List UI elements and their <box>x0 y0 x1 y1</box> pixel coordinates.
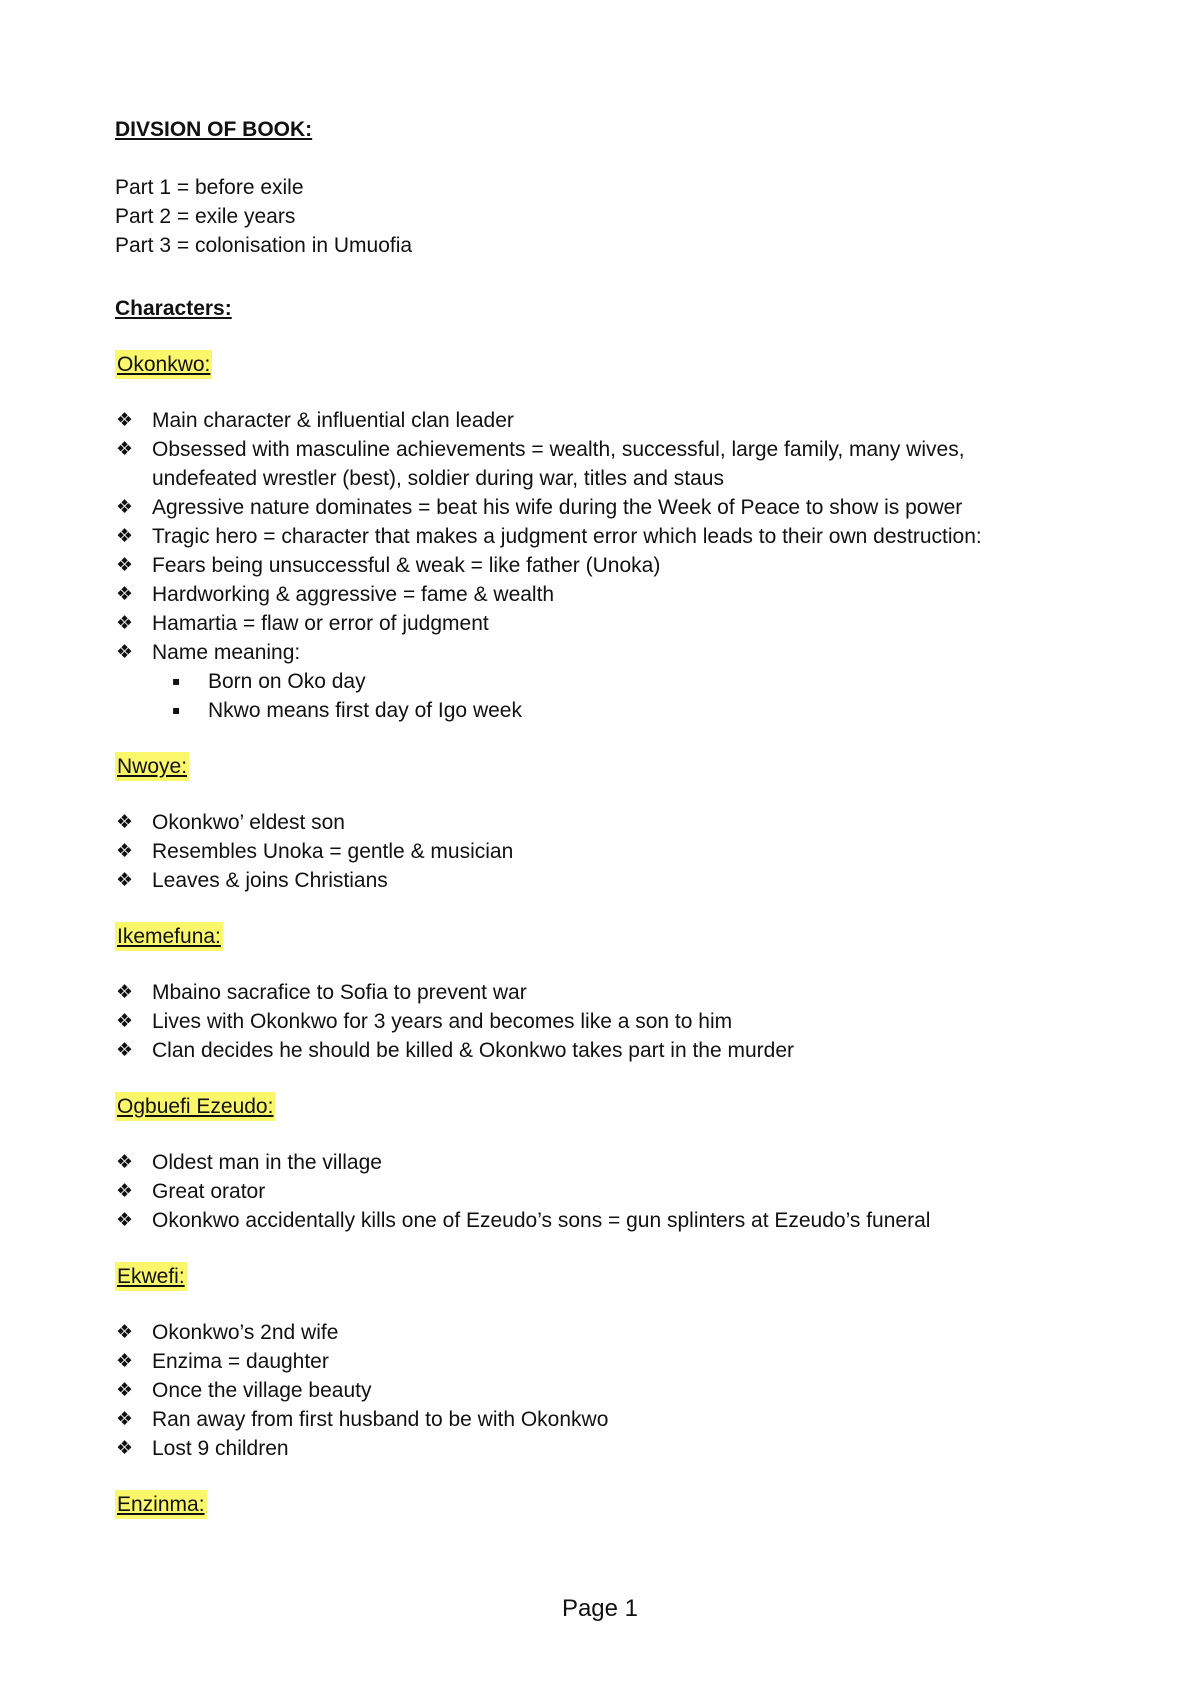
bullet-diamond-icon: ❖ <box>116 583 134 605</box>
character-title-okonkwo: Okonkwo: <box>115 350 212 379</box>
bullet-text: Enzima = daughter <box>152 1350 329 1373</box>
list-item <box>115 493 1075 522</box>
list-item <box>115 1318 1075 1347</box>
bullet-text: Great orator <box>152 1180 266 1203</box>
character-section-ikemefuna <box>115 922 1075 951</box>
bullet-text: Okonkwo accidentally kills one of Ezeudo’s sons = gun splinters at Ezeudo’s funeral <box>152 1209 931 1232</box>
sub-bullet-text: Born on Oko day <box>208 670 366 693</box>
bullet-text: Fears being unsuccessful & weak = like father (Unoka) <box>152 554 661 577</box>
bullet-text: Hamartia = flaw or error of judgment <box>152 612 489 635</box>
list-item <box>115 1007 1075 1036</box>
name-meaning-sublist <box>152 667 1075 725</box>
list-item <box>115 837 1075 866</box>
bullet-diamond-icon: ❖ <box>116 612 134 634</box>
bullet-diamond-icon: ❖ <box>116 1209 134 1231</box>
bullet-diamond-icon: ❖ <box>116 1180 134 1202</box>
list-item <box>115 435 1075 493</box>
bullet-text: Tragic hero = character that makes a judgment error which leads to their own destruction: <box>152 525 982 548</box>
bullet-diamond-icon: ❖ <box>116 1379 134 1401</box>
character-section-enzinma <box>115 1490 1075 1519</box>
list-item <box>115 1376 1075 1405</box>
list-item <box>115 1206 1075 1235</box>
bullet-diamond-icon: ❖ <box>116 1437 134 1459</box>
bullet-text: Hardworking & aggressive = fame & wealth <box>152 583 555 606</box>
list-item <box>115 1405 1075 1434</box>
bullet-text: Lost 9 children <box>152 1437 289 1460</box>
okonkwo-bullet-list <box>115 406 1075 725</box>
character-title-nwoye: Nwoye: <box>115 752 189 781</box>
list-item <box>115 1177 1075 1206</box>
ikemefuna-bullet-list <box>115 978 1075 1065</box>
bullet-diamond-icon: ❖ <box>116 554 134 576</box>
list-item <box>115 522 1075 551</box>
bullet-diamond-icon: ❖ <box>116 1408 134 1430</box>
bullet-text: Mbaino sacrafice to Sofia to prevent war <box>152 981 527 1004</box>
nwoye-bullet-list <box>115 808 1075 895</box>
bullet-diamond-icon: ❖ <box>116 496 134 518</box>
bullet-diamond-icon: ❖ <box>116 981 134 1003</box>
bullet-diamond-icon: ❖ <box>116 811 134 833</box>
bullet-text: Leaves & joins Christians <box>152 869 388 892</box>
character-section-ezeudo <box>115 1092 1075 1121</box>
page-number: Page 1 <box>561 1595 639 1622</box>
list-item <box>115 1036 1075 1065</box>
bullet-diamond-icon: ❖ <box>116 641 134 663</box>
bullet-text: Obsessed with masculine achievements = wealth, successful, large family, many wives, undefeated wrestler (best), soldier during war, titles and staus <box>152 438 965 490</box>
list-item <box>115 580 1075 609</box>
bullet-text: Once the village beauty <box>152 1379 372 1402</box>
bullet-diamond-icon: ❖ <box>116 840 134 862</box>
square-bullet-icon: ▪ <box>172 703 181 717</box>
bullet-text: Okonkwo’ eldest son <box>152 811 345 834</box>
list-item <box>115 866 1075 895</box>
sub-bullet-text: Nkwo means first day of Igo week <box>208 699 522 722</box>
character-section-ekwefi <box>115 1262 1075 1291</box>
bullet-diamond-icon: ❖ <box>116 869 134 891</box>
list-item <box>115 1347 1075 1376</box>
character-title-ikemefuna: Ikemefuna: <box>115 922 223 951</box>
document-content <box>115 115 1075 1519</box>
bullet-diamond-icon: ❖ <box>116 1010 134 1032</box>
bullet-text: Main character & influential clan leader <box>152 409 514 432</box>
bullet-text: Agressive nature dominates = beat his wife during the Week of Peace to show is power <box>152 496 963 519</box>
division-list <box>115 173 1075 260</box>
list-item <box>115 638 1075 725</box>
square-bullet-icon: ▪ <box>172 674 181 688</box>
bullet-text: Okonkwo’s 2nd wife <box>152 1321 339 1344</box>
list-item <box>115 406 1075 435</box>
character-title-ezeudo: Ogbuefi Ezeudo: <box>115 1092 275 1121</box>
bullet-diamond-icon: ❖ <box>116 1039 134 1061</box>
bullet-diamond-icon: ❖ <box>116 1151 134 1173</box>
character-section-nwoye <box>115 752 1075 781</box>
characters-heading: Characters: <box>115 297 232 320</box>
division-line: Part 3 = colonisation in Umuofia <box>115 234 413 257</box>
character-title-ekwefi: Ekwefi: <box>115 1262 187 1291</box>
bullet-diamond-icon: ❖ <box>116 525 134 547</box>
list-item <box>115 978 1075 1007</box>
sub-list-item <box>152 696 1075 725</box>
bullet-diamond-icon: ❖ <box>116 438 134 460</box>
division-line: Part 1 = before exile <box>115 176 304 199</box>
bullet-diamond-icon: ❖ <box>116 1321 134 1343</box>
sub-list-item <box>152 667 1075 696</box>
division-heading: DIVSION OF BOOK: <box>115 118 313 141</box>
character-title-enzinma: Enzinma: <box>115 1490 207 1519</box>
bullet-diamond-icon: ❖ <box>116 409 134 431</box>
character-section-okonkwo <box>115 350 1075 379</box>
division-line: Part 2 = exile years <box>115 205 296 228</box>
list-item <box>115 609 1075 638</box>
ezeudo-bullet-list <box>115 1148 1075 1235</box>
list-item <box>115 551 1075 580</box>
bullet-diamond-icon: ❖ <box>116 1350 134 1372</box>
bullet-text: Ran away from first husband to be with Okonkwo <box>152 1408 609 1431</box>
ekwefi-bullet-list <box>115 1318 1075 1463</box>
list-item <box>115 1148 1075 1177</box>
list-item <box>115 808 1075 837</box>
bullet-text: Resembles Unoka = gentle & musician <box>152 840 514 863</box>
bullet-text: Lives with Okonkwo for 3 years and becomes like a son to him <box>152 1010 733 1033</box>
bullet-text: Oldest man in the village <box>152 1151 382 1174</box>
list-item <box>115 1434 1075 1463</box>
bullet-text: Clan decides he should be killed & Okonkwo takes part in the murder <box>152 1039 795 1062</box>
bullet-text: Name meaning: <box>152 641 301 664</box>
